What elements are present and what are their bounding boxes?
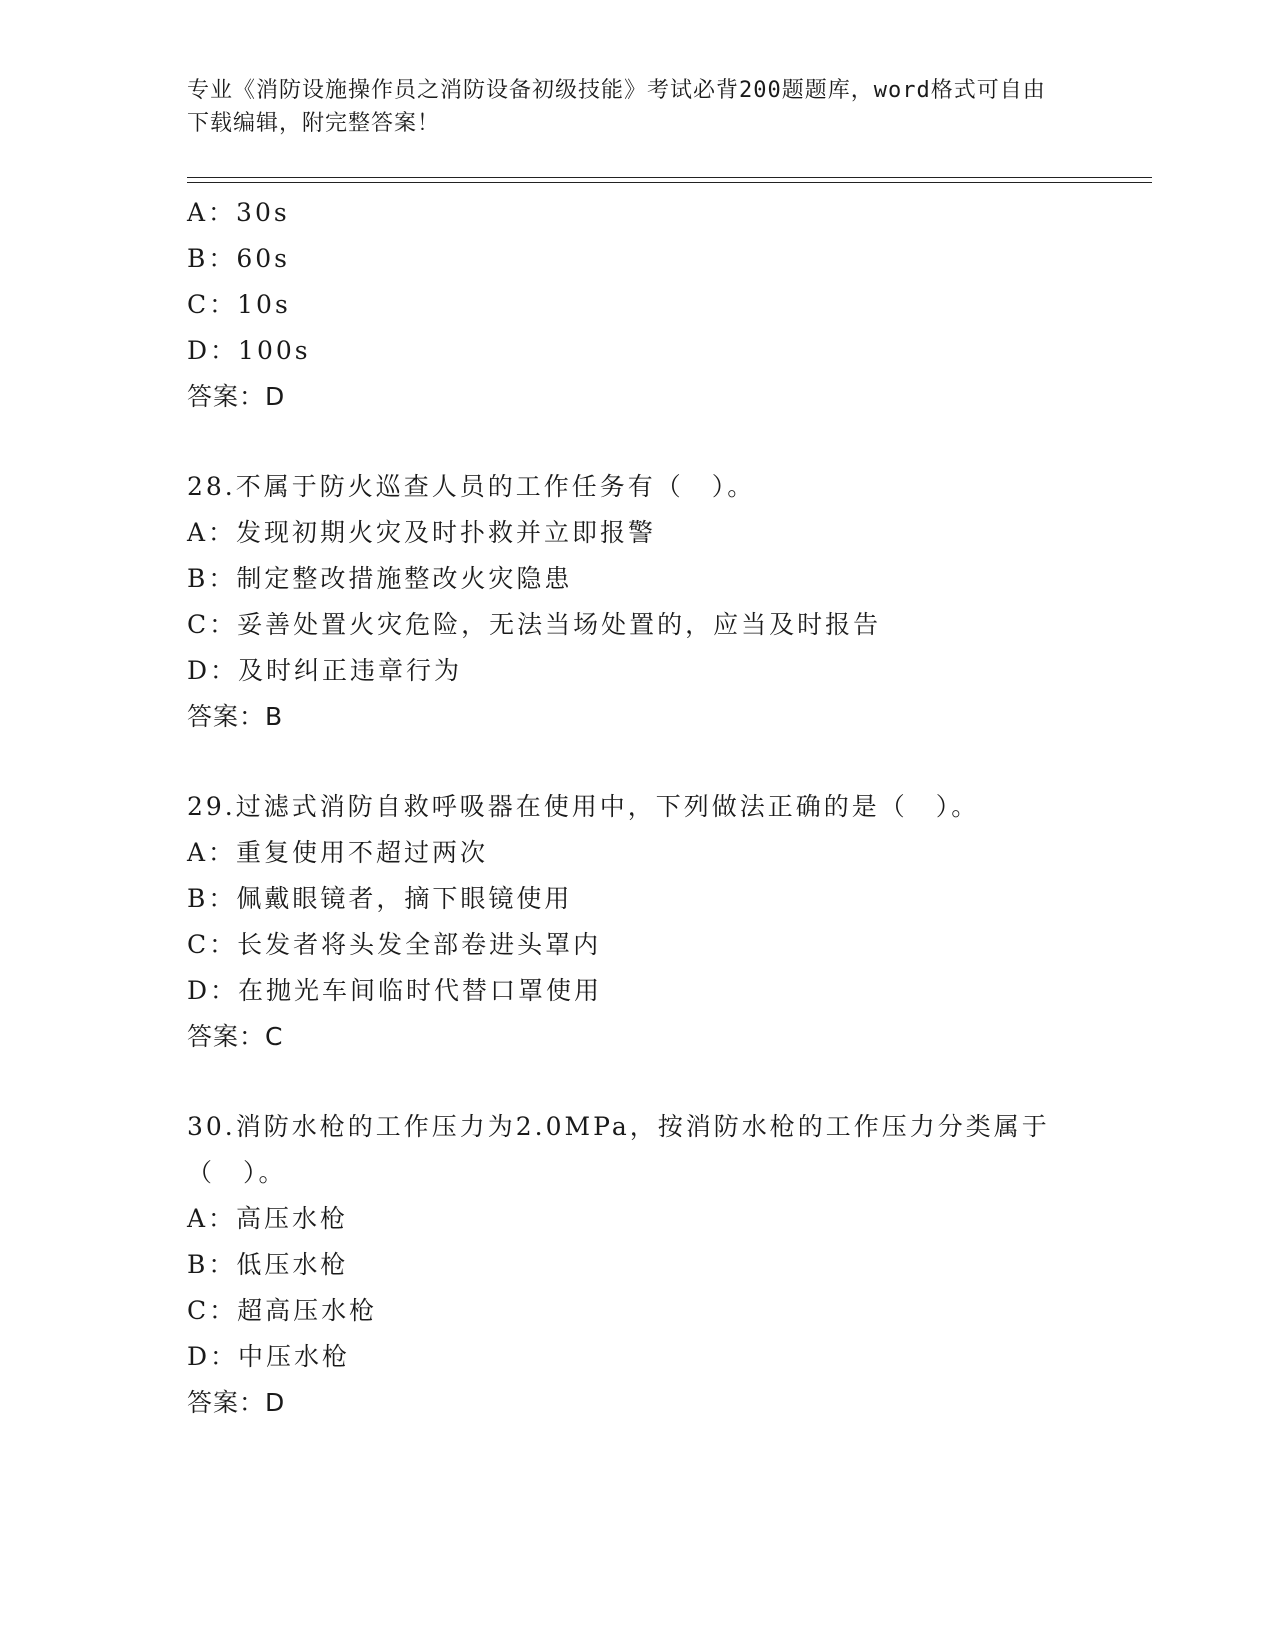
option-d: D：中压水枪 bbox=[187, 1342, 351, 1371]
question-list bbox=[187, 190, 1087, 1426]
option-c: C：长发者将头发全部卷进头罩内 bbox=[187, 930, 602, 959]
option-a: A：30s bbox=[187, 198, 290, 227]
document-header: 专业《消防设施操作员之消防设备初级技能》考试必背200题题库，word格式可自由下载编辑，附完整答案！ bbox=[187, 78, 1046, 136]
option-b: B：低压水枪 bbox=[187, 1250, 349, 1279]
header-rule-bottom bbox=[187, 182, 1152, 183]
option-c: C：妥善处置火灾危险，无法当场处置的，应当及时报告 bbox=[187, 610, 882, 639]
answer: 答案：B bbox=[187, 702, 284, 731]
question-28 bbox=[187, 464, 1087, 740]
question-stem: 28.不属于防火巡查人员的工作任务有（ ）。 bbox=[187, 472, 756, 501]
option-d: D：在抛光车间临时代替口罩使用 bbox=[187, 976, 603, 1005]
answer: 答案：D bbox=[187, 382, 286, 411]
option-a: A：高压水枪 bbox=[187, 1204, 349, 1233]
option-a: A：重复使用不超过两次 bbox=[187, 838, 489, 867]
option-d: D：100s bbox=[187, 336, 311, 365]
option-b: B：制定整改措施整改火灾隐患 bbox=[187, 564, 573, 593]
option-b: B：佩戴眼镜者，摘下眼镜使用 bbox=[187, 884, 573, 913]
answer: 答案：D bbox=[187, 1388, 286, 1417]
question-29 bbox=[187, 784, 1087, 1060]
option-c: C：超高压水枪 bbox=[187, 1296, 378, 1325]
option-c: C：10s bbox=[187, 290, 291, 319]
question-stem: 30.消防水枪的工作压力为2.0MPa，按消防水枪的工作压力分类属于（ ）。 bbox=[187, 1112, 1050, 1187]
header-rule-top bbox=[187, 177, 1152, 178]
option-d: D：及时纠正违章行为 bbox=[187, 656, 463, 685]
answer: 答案：C bbox=[187, 1022, 284, 1051]
question-27 bbox=[187, 190, 1087, 420]
question-30 bbox=[187, 1104, 1087, 1426]
question-stem: 29.过滤式消防自救呼吸器在使用中，下列做法正确的是（ ）。 bbox=[187, 792, 980, 821]
option-a: A：发现初期火灾及时扑救并立即报警 bbox=[187, 518, 657, 547]
option-b: B：60s bbox=[187, 244, 291, 273]
